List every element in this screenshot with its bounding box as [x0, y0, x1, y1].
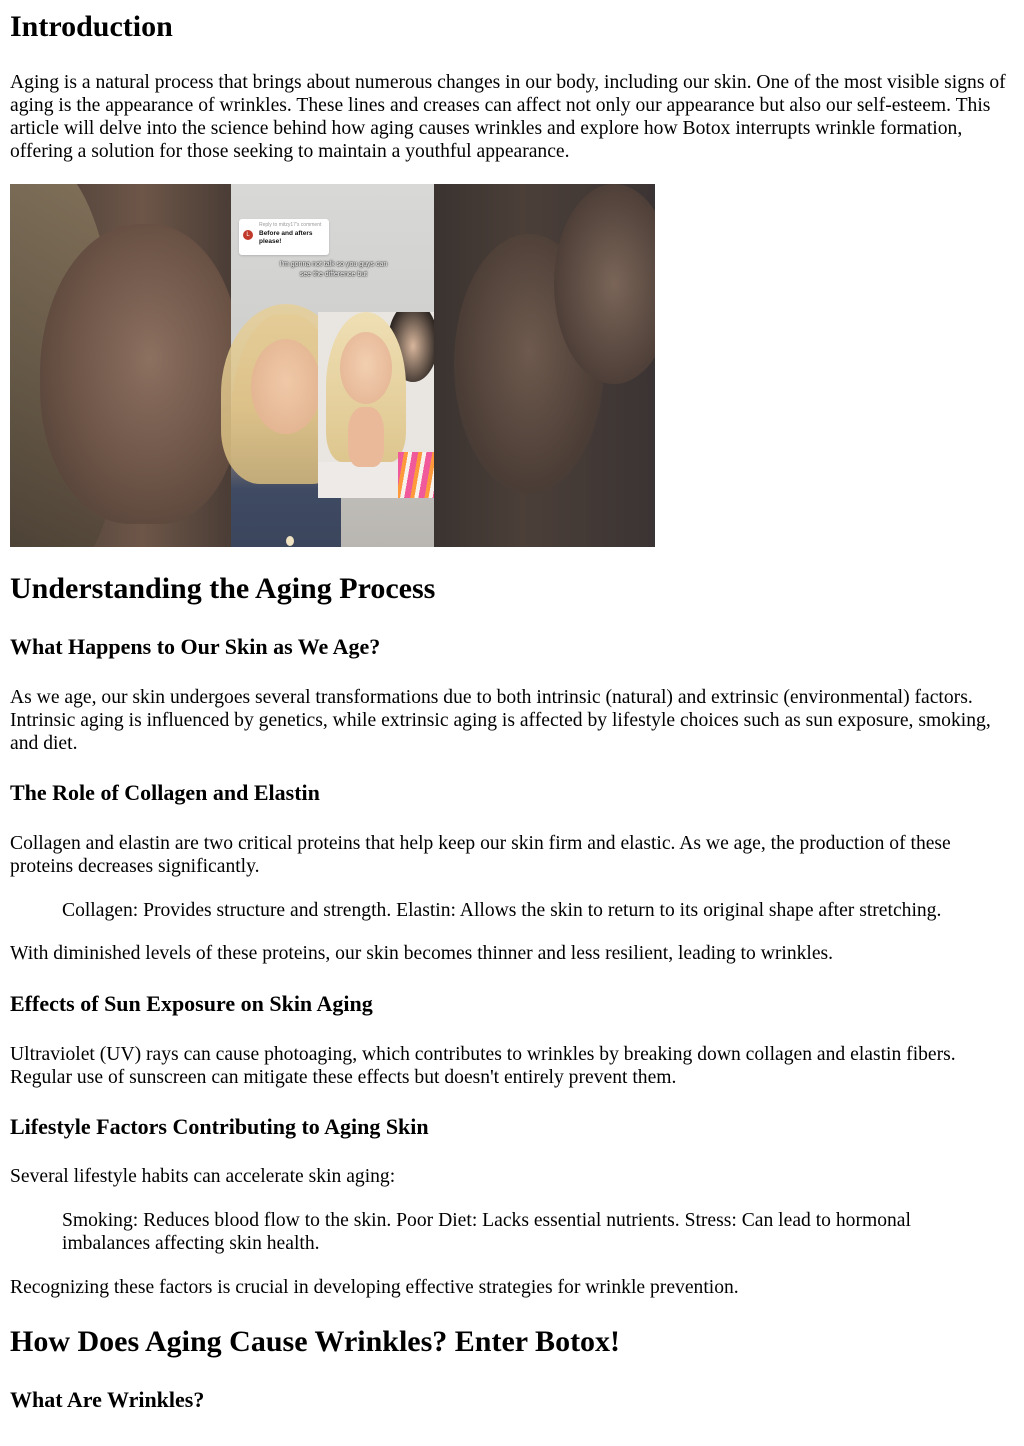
hero-left-closeup — [10, 184, 231, 547]
what-are-wrinkles-heading: What Are Wrinkles? — [10, 1387, 205, 1412]
sun-paragraph: Ultraviolet (UV) rays can cause photoaging, which contributes to wrinkles by breaking down collagen and elastin fibers. Regular use of sunscreen can mitigate these effects but doesn't entirely prevent them. — [10, 1044, 956, 1088]
collagen-heading: The Role of Collagen and Elastin — [10, 780, 320, 805]
what-happens-heading: What Happens to Our Skin as We Age? — [10, 634, 381, 659]
lifestyle-after: Recognizing these factors is crucial in developing effective strategies for wrinkle prevention. — [10, 1277, 739, 1298]
hero-video-frame — [231, 184, 434, 547]
collagen-paragraph: Collagen and elastin are two critical proteins that help keep our skin firm and elastic. As we age, the production of these proteins decreases significantly. — [10, 833, 951, 877]
hero-right-closeup — [434, 184, 655, 547]
lifestyle-paragraph: Several lifestyle habits can accelerate skin aging: — [10, 1166, 396, 1187]
comment-bubble — [239, 219, 329, 255]
intro-paragraph: Aging is a natural process that brings about numerous changes in our body, including our skin. One of the most visible signs of aging is the appearance of wrinkles. These lines and creases can affect not only our appearance but also our self-esteem. This article will delve into the science behind how aging causes wrinkles and explore how Botox interrupts wrinkle formation, offering a solution for those seeking to maintain a youthful appearance. — [10, 72, 1006, 162]
sun-heading: Effects of Sun Exposure on Skin Aging — [10, 991, 373, 1016]
hero-image — [10, 184, 655, 547]
picture-in-picture — [318, 312, 434, 498]
lifestyle-quote: Smoking: Reduces blood flow to the skin. Poor Diet: Lacks essential nutrients. Stress: Can lead to hormonal imbalances affecting skin health. — [62, 1210, 911, 1254]
comment-avatar: L — [243, 230, 253, 240]
comment-text: Before and afters please! — [259, 230, 313, 245]
video-caption: I'm gonna not talk so you guys can see the difference but — [279, 261, 388, 278]
aging-process-heading: Understanding the Aging Process — [10, 572, 436, 605]
what-happens-paragraph: As we age, our skin undergoes several transformations due to both intrinsic (natural) and extrinsic (environmental) factors. Intrinsic aging is influenced by genetics, while extrinsic aging is affected by lifestyle choices such as sun exposure, smoking, and diet. — [10, 687, 991, 754]
intro-heading: Introduction — [10, 10, 173, 43]
botox-heading: How Does Aging Cause Wrinkles? Enter Botox! — [10, 1325, 621, 1358]
collagen-after: With diminished levels of these proteins, our skin becomes thinner and less resilient, leading to wrinkles. — [10, 943, 834, 964]
collagen-quote: Collagen: Provides structure and strength. Elastin: Allows the skin to return to its original shape after stretching. — [62, 900, 942, 921]
comment-reply-label: Reply to mitzy17's comment — [259, 222, 322, 228]
lifestyle-heading: Lifestyle Factors Contributing to Aging Skin — [10, 1114, 429, 1139]
